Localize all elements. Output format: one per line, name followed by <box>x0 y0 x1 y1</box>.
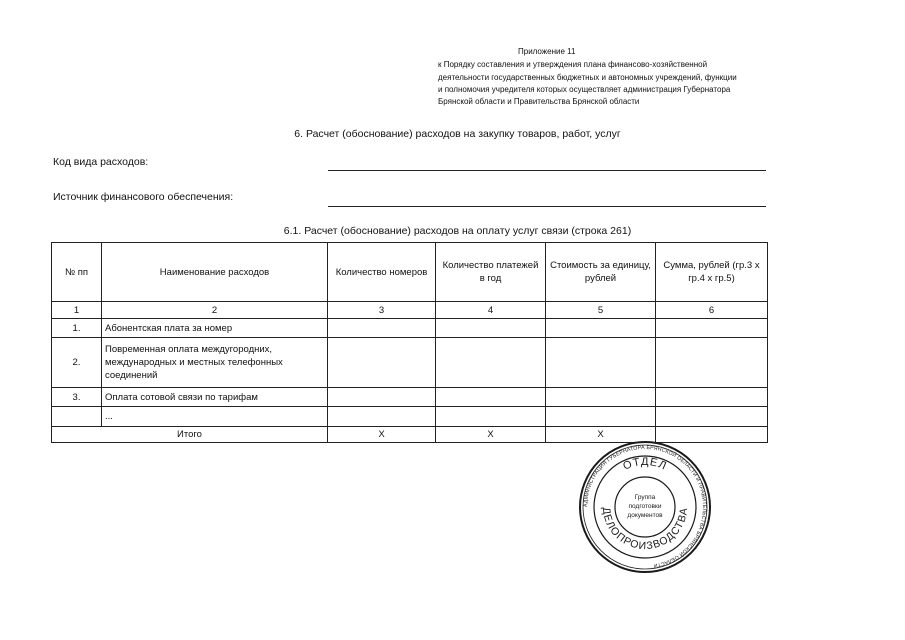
appendix-line: Брянской области и Правительства Брянской области <box>438 97 640 107</box>
appendix-note <box>438 46 778 108</box>
expense-type-label: Код вида расходов: <box>53 156 149 168</box>
table-row <box>52 388 768 407</box>
payments-cell[interactable] <box>436 388 546 407</box>
header-cell-sum: Сумма, рублей (гр.3 х гр.4 х гр.5) <box>656 243 768 302</box>
appendix-line: и полномочия учредителя которых осуществляет администрация Губернатора <box>438 84 731 94</box>
table-row <box>52 407 768 427</box>
row-name: ... <box>102 407 328 427</box>
quantity-cell[interactable] <box>328 407 436 427</box>
header-cell-payments: Количество платежей в год <box>436 243 546 302</box>
payments-cell[interactable] <box>436 319 546 338</box>
payments-cell[interactable] <box>436 407 546 427</box>
stamp-seal-icon <box>578 440 712 574</box>
table-header-row <box>52 243 768 302</box>
official-stamp <box>578 440 712 574</box>
row-number: 2. <box>52 338 102 388</box>
column-number: 3 <box>328 302 436 319</box>
total-mark: X <box>546 427 656 443</box>
sum-cell[interactable] <box>656 338 768 388</box>
row-number: 1. <box>52 319 102 338</box>
stamp-inner-text: ДЕЛОПРОИЗВОДСТВА <box>599 506 691 553</box>
row-number: 3. <box>52 388 102 407</box>
row-name: Оплата сотовой связи по тарифам <box>102 388 328 407</box>
table-row <box>52 338 768 388</box>
sum-cell[interactable] <box>656 407 768 427</box>
stamp-outer-text: АДМИНИСТРАЦИЯ ГУБЕРНАТОРА БРЯНСКОЙ ОБЛАСТИ И ПРАВИТЕЛЬСТВА БРЯНСКОЙ ОБЛАСТИ <box>582 444 708 569</box>
section-6-1-title: 6.1. Расчет (обоснование) расходов на оплату услуг связи (строка 261) <box>283 225 632 237</box>
row-number <box>52 407 102 427</box>
total-label: Итого <box>52 427 328 443</box>
unit-cost-cell[interactable] <box>546 338 656 388</box>
column-number: 5 <box>546 302 656 319</box>
unit-cost-cell[interactable] <box>546 407 656 427</box>
column-number: 6 <box>656 302 768 319</box>
payments-cell[interactable] <box>436 338 546 388</box>
quantity-cell[interactable] <box>328 319 436 338</box>
section-6-title: 6. Расчет (обоснование) расходов на закупку товаров, работ, услуг <box>294 128 621 140</box>
sum-cell[interactable] <box>656 388 768 407</box>
sum-cell[interactable] <box>656 319 768 338</box>
stamp-center-line: Группа <box>634 494 656 501</box>
funding-source-label: Источник финансового обеспечения: <box>53 191 234 203</box>
stamp-center-line: документов <box>627 512 663 519</box>
stamp-top-word: ОТДЕЛ <box>621 455 669 473</box>
header-cell-name: Наименование расходов <box>102 243 328 302</box>
total-mark: X <box>328 427 436 443</box>
quantity-cell[interactable] <box>328 388 436 407</box>
unit-cost-cell[interactable] <box>546 388 656 407</box>
appendix-line: деятельности государственных бюджетных и автономных учреждений, функции <box>438 72 737 82</box>
row-name: Абонентская плата за номер <box>102 319 328 338</box>
quantity-cell[interactable] <box>328 338 436 388</box>
column-number-row <box>52 302 768 319</box>
appendix-line: к Порядку составления и утверждения плана финансово-хозяйственной <box>438 60 708 70</box>
header-cell-quantity: Количество номеров <box>328 243 436 302</box>
row-name: Повременная оплата междугородних, международных и местных телефонных соединений <box>102 338 328 388</box>
total-mark: X <box>436 427 546 443</box>
appendix-title: Приложение 11 <box>518 47 576 56</box>
funding-source-field[interactable] <box>328 206 766 207</box>
column-number: 2 <box>102 302 328 319</box>
table-row <box>52 319 768 338</box>
header-cell-num: № пп <box>52 243 102 302</box>
unit-cost-cell[interactable] <box>546 319 656 338</box>
column-number: 4 <box>436 302 546 319</box>
header-cell-unit-cost: Стоимость за единицу, рублей <box>546 243 656 302</box>
expense-type-field[interactable] <box>328 170 766 171</box>
stamp-center-line: подготовки <box>628 503 662 510</box>
column-number: 1 <box>52 302 102 319</box>
expenses-table <box>51 242 768 443</box>
